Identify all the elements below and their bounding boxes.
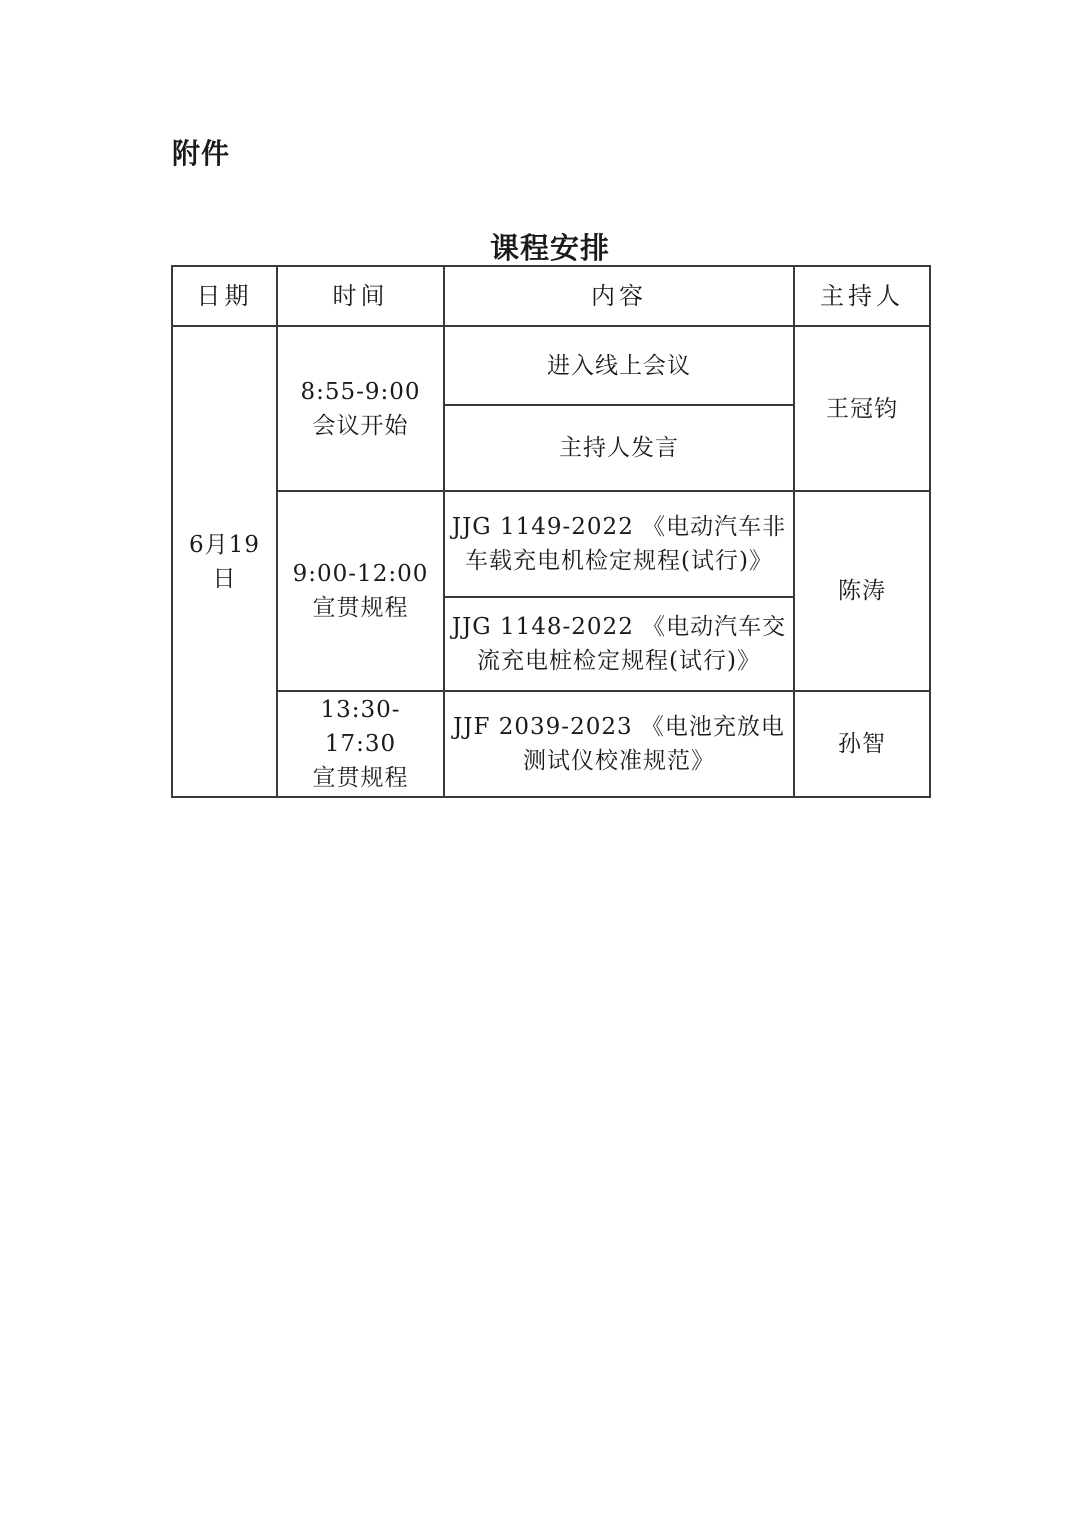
time-label: 宣贯规程 (312, 765, 409, 791)
content-line-1: JJG 1149-2022 《电动汽车非 (451, 514, 787, 540)
header-date: 日期 (172, 266, 277, 326)
date-line-1: 6月19 (189, 531, 260, 558)
content-cell: 进入线上会议 (444, 326, 794, 405)
date-cell (172, 326, 277, 797)
date-line-2: 日 (212, 565, 237, 592)
time-cell (277, 326, 444, 491)
table-header-row (172, 266, 930, 326)
table-row (172, 691, 930, 797)
header-content: 内容 (444, 266, 794, 326)
content-cell (444, 597, 794, 691)
content-cell (444, 491, 794, 597)
table-row (172, 326, 930, 405)
content-line-2: 流充电桩检定规程(试行)》 (477, 648, 761, 674)
time-label: 宣贯规程 (312, 595, 409, 621)
header-time: 时间 (277, 266, 444, 326)
header-host: 主持人 (794, 266, 930, 326)
time-cell (277, 491, 444, 691)
content-cell (444, 691, 794, 797)
content-cell: 主持人发言 (444, 405, 794, 491)
time-range: 8:55-9:00 (300, 378, 421, 405)
attachment-label: 附件 (172, 137, 231, 170)
content-line-1: JJG 1148-2022 《电动汽车交 (451, 614, 787, 640)
table-row (172, 491, 930, 597)
content-line-2: 车载充电机检定规程(试行)》 (465, 548, 773, 574)
content-line-2: 测试仪校准规范》 (523, 748, 715, 774)
time-cell (277, 691, 444, 797)
content-line-1: JJF 2039-2023 《电池充放电 (453, 714, 785, 740)
schedule-table (171, 265, 931, 798)
host-cell: 王冠钧 (794, 326, 930, 491)
time-range: 13:30-17:30 (320, 697, 401, 757)
page-title: 课程安排 (489, 231, 610, 265)
host-cell: 陈涛 (794, 491, 930, 691)
time-label: 会议开始 (312, 412, 409, 439)
time-range: 9:00-12:00 (292, 561, 429, 587)
host-cell: 孙智 (794, 691, 930, 797)
